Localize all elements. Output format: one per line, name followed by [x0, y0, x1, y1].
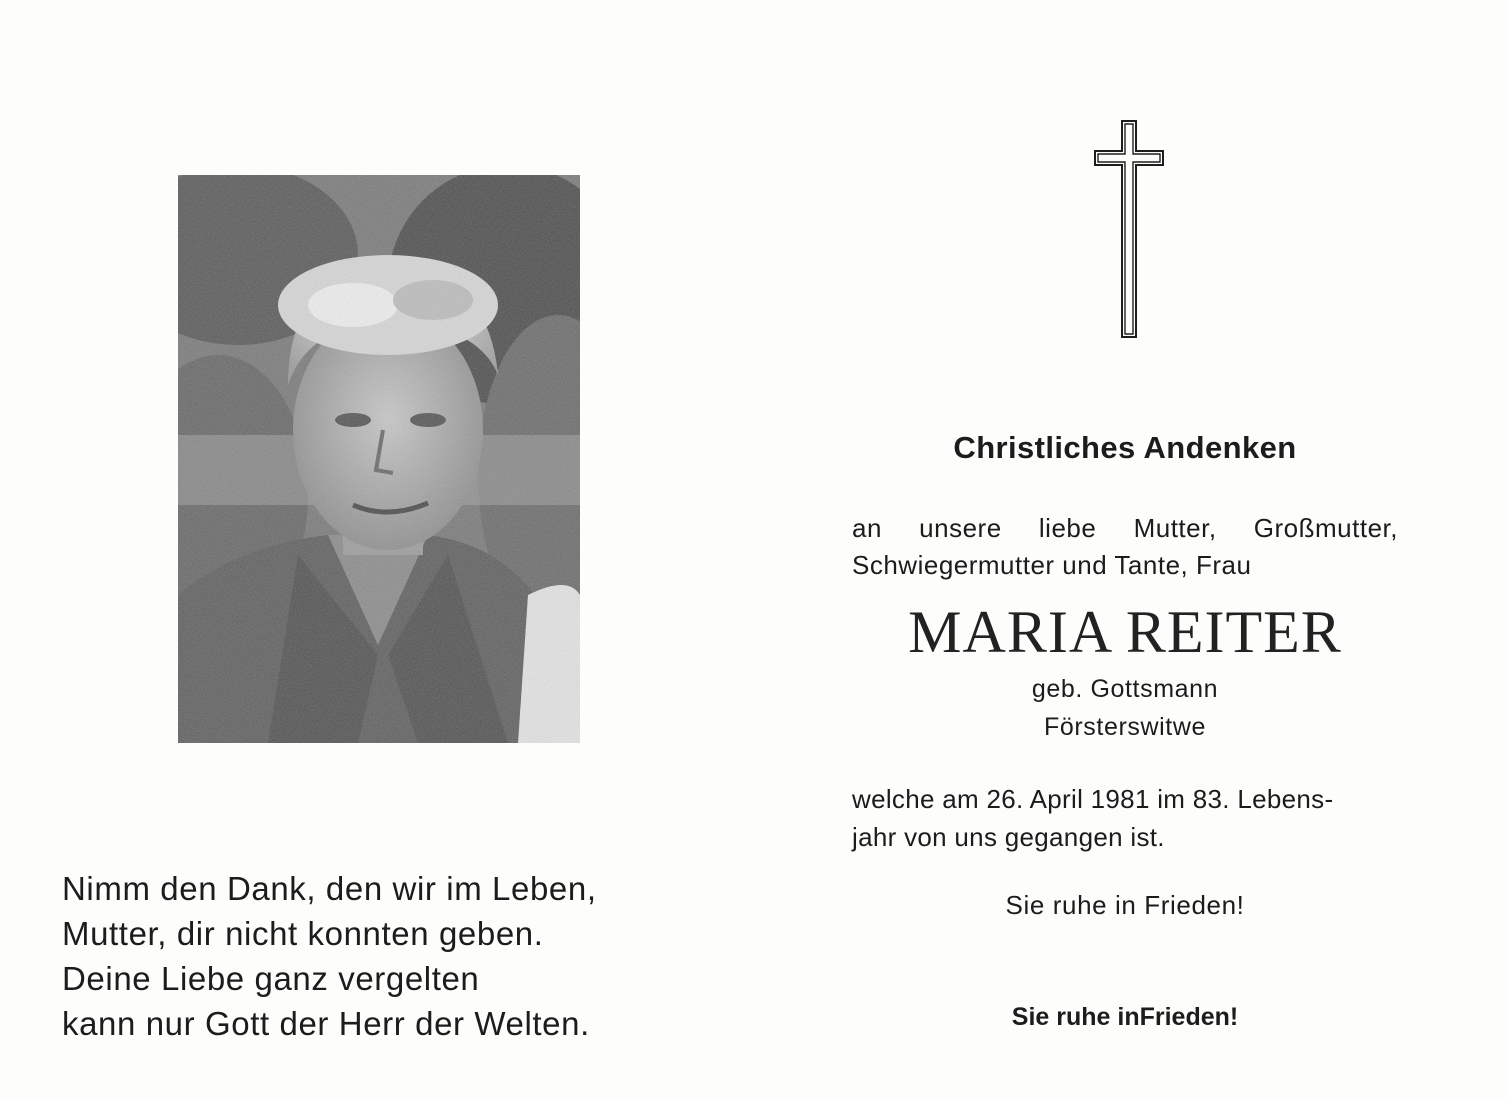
intro-text — [852, 510, 1398, 584]
rest-in-peace-bold: Sie ruhe inFrieden! — [1011, 1003, 1239, 1031]
name-details — [900, 670, 1350, 746]
deceased-name: MARIA REITER — [908, 599, 1342, 665]
poem-line: Nimm den Dank, den wir im Leben, — [62, 870, 597, 907]
poem-line: Deine Liebe ganz vergelten — [62, 960, 480, 997]
portrait-photo — [178, 175, 580, 743]
occupation-title: Försterswitwe — [1044, 713, 1206, 741]
poem-line: Mutter, dir nicht konnten geben. — [62, 915, 544, 952]
cross-icon — [1093, 120, 1165, 338]
death-notice — [852, 780, 1398, 856]
rest-in-peace: Sie ruhe in Frieden! — [1005, 890, 1245, 920]
poem-line: kann nur Gott der Herr der Welten. — [62, 1005, 590, 1042]
intro-line: Schwiegermutter und Tante, Frau — [852, 550, 1252, 580]
heading: Christliches Andenken — [953, 430, 1297, 465]
death-line: welche am 26. April 1981 im 83. Lebens- — [852, 784, 1334, 814]
maiden-name: geb. Gottsmann — [1031, 675, 1219, 703]
death-line: jahr von uns gegangen ist. — [852, 822, 1165, 852]
intro-line: an unsere liebe Mutter, Großmutter, — [852, 513, 1398, 543]
poem — [62, 866, 742, 1046]
